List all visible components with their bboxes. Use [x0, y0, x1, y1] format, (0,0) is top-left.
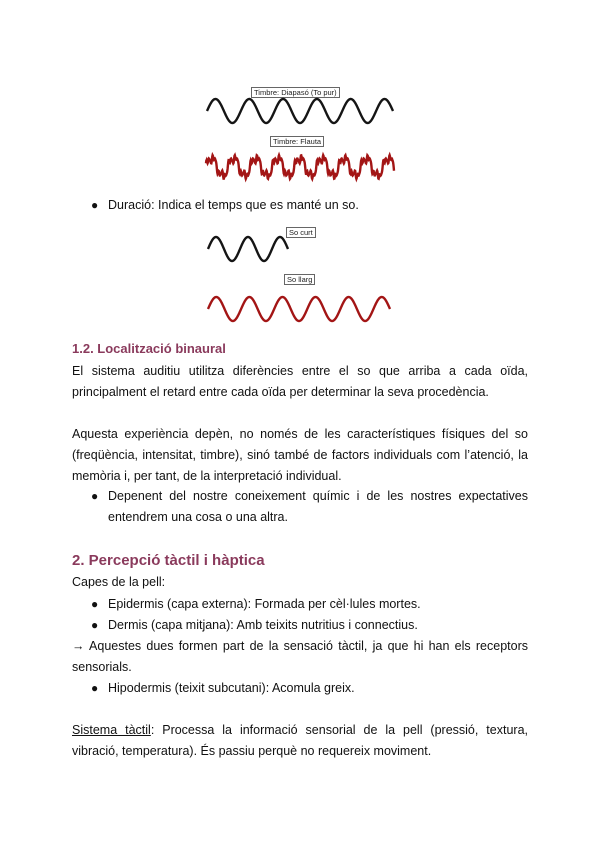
- wave-llarg-line: [208, 297, 390, 321]
- hipodermis-bullet: ●: [91, 681, 99, 695]
- wave-diapason-line: [207, 99, 393, 123]
- wave-llarg: [206, 294, 392, 324]
- wave-flauta-line: [206, 155, 394, 179]
- hipodermis-text: Hipodermis (teixit subcutani): Acomula greix.: [108, 681, 355, 695]
- wave-label-llarg: So llarg: [284, 274, 315, 285]
- paragraph-binaural-2: Aquesta experiència depèn, no només de les característiques físiques del so (freqüència, intensitat, timbre), sinó també de factors individuals com l’atenció, la memòria i, per tant, de la interpretació individual.: [72, 427, 528, 483]
- binaural-bullet-text: Depenent del nostre coneixement químic i de les nostres expectatives entendrem una cosa o una altra.: [108, 489, 528, 524]
- wave-curt: [206, 234, 290, 264]
- section-heading-1-2: 1.2. Localització binaural: [72, 341, 226, 356]
- dermis-text: Dermis (capa mitjana): Amb teixits nutritius i connectius.: [108, 618, 418, 632]
- tactile-system-paragraph: [72, 720, 528, 762]
- epidermis-text: Epidermis (capa externa): Formada per cèl·lules mortes.: [108, 597, 421, 611]
- tactile-system-term: Sistema tàctil: [72, 723, 151, 737]
- tactile-system-definition: : Processa la informació sensorial de la pell (pressió, textura, vibració, temperatura). És passiu perquè no requereix moviment.: [72, 723, 528, 758]
- wave-diapason-svg: [205, 96, 395, 126]
- paragraph-binaural-1: El sistema auditiu utilitza diferències entre el so que arriba a cada oïda, principalment el retard entre cada oïda per determinar la seva procedència.: [72, 364, 528, 399]
- dermis-bullet: ●: [91, 618, 99, 632]
- binaural-bullet: ●: [91, 489, 99, 503]
- wave-llarg-svg: [206, 294, 392, 324]
- wave-label-diapason: Timbre: Diapasó (To pur): [251, 87, 340, 98]
- wave-diapason: [205, 96, 395, 126]
- skin-layers-intro: Capes de la pell:: [72, 575, 166, 589]
- wave-label-curt: So curt: [286, 227, 316, 238]
- durada-text: Duració: Indica el temps que es manté un so.: [108, 198, 359, 212]
- section-heading-2: 2. Percepció tàctil i hàptica: [72, 552, 265, 569]
- wave-curt-svg: [206, 234, 290, 264]
- epidermis-bullet: ●: [91, 597, 99, 611]
- tactile-note: → Aquestes dues formen part de la sensació tàctil, ja que hi han els receptors sensorials.: [72, 639, 528, 674]
- wave-curt-line: [208, 237, 288, 261]
- durada-bullet: ●: [91, 198, 99, 212]
- wave-flauta-svg: [204, 150, 396, 184]
- wave-label-flauta: Timbre: Flauta: [270, 136, 324, 147]
- wave-flauta: [204, 150, 396, 184]
